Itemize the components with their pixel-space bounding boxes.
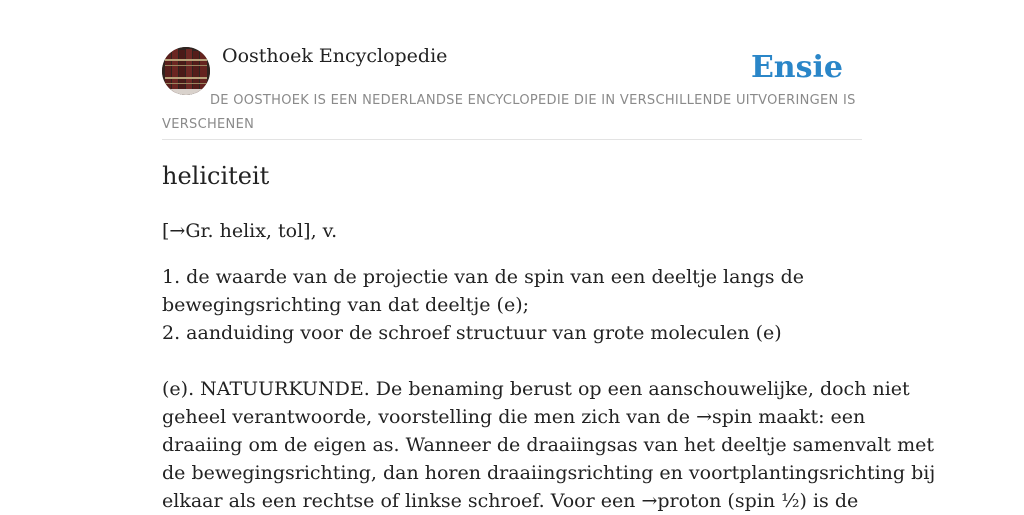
site-header bbox=[162, 0, 862, 140]
spin-cross-reference-link[interactable]: →spin bbox=[696, 406, 753, 428]
site-tagline: DE OOSTHOEK IS EEN NEDERLANDSE ENCYCLOPEDIE DIE IN VERSCHILLENDE UITVOERINGEN IS VERSCHENEN bbox=[162, 93, 856, 132]
entry-title: heliciteit bbox=[162, 162, 270, 190]
body-line: draaiing om de eigen as. Wanneer de draaiingsas van het deeltje samenvalt met bbox=[162, 434, 934, 456]
site-title[interactable]: Oosthoek Encyclopedie bbox=[222, 45, 448, 67]
body-line bbox=[162, 403, 866, 431]
entry-etymology: [→Gr. helix, tol], v. bbox=[162, 220, 338, 242]
definition-line: bewegingsrichting van dat deeltje (e); bbox=[162, 294, 530, 316]
definition-line: 2. aanduiding voor de schroef structuur van grote moleculen (e) bbox=[162, 322, 782, 344]
entry-body bbox=[162, 375, 936, 515]
body-line: (e). NATUURKUNDE. De benaming berust op een aanschouwelijke, doch niet bbox=[162, 378, 910, 400]
body-text-segment: (spin ½) is de bbox=[721, 490, 859, 512]
body-text-segment: geheel verantwoorde, voorstelling die men zich van de bbox=[162, 406, 697, 428]
encyclopedia-avatar-icon[interactable] bbox=[162, 47, 210, 95]
entry-definitions bbox=[162, 263, 862, 347]
body-line bbox=[162, 487, 862, 515]
body-text-segment: maakt: een bbox=[752, 406, 866, 428]
body-text-segment: elkaar als een rechtse of linkse schroef. Voor een bbox=[162, 490, 642, 512]
ensie-brand-logo[interactable]: Ensie bbox=[750, 50, 843, 85]
definition-line: 1. de waarde van de projectie van de spin van een deeltje langs de bbox=[162, 266, 804, 288]
page-container bbox=[162, 0, 936, 512]
body-line: de bewegingsrichting, dan horen draaiingsrichting en voortplantingsrichting bij bbox=[162, 462, 936, 484]
proton-cross-reference-link[interactable]: →proton bbox=[641, 490, 722, 512]
